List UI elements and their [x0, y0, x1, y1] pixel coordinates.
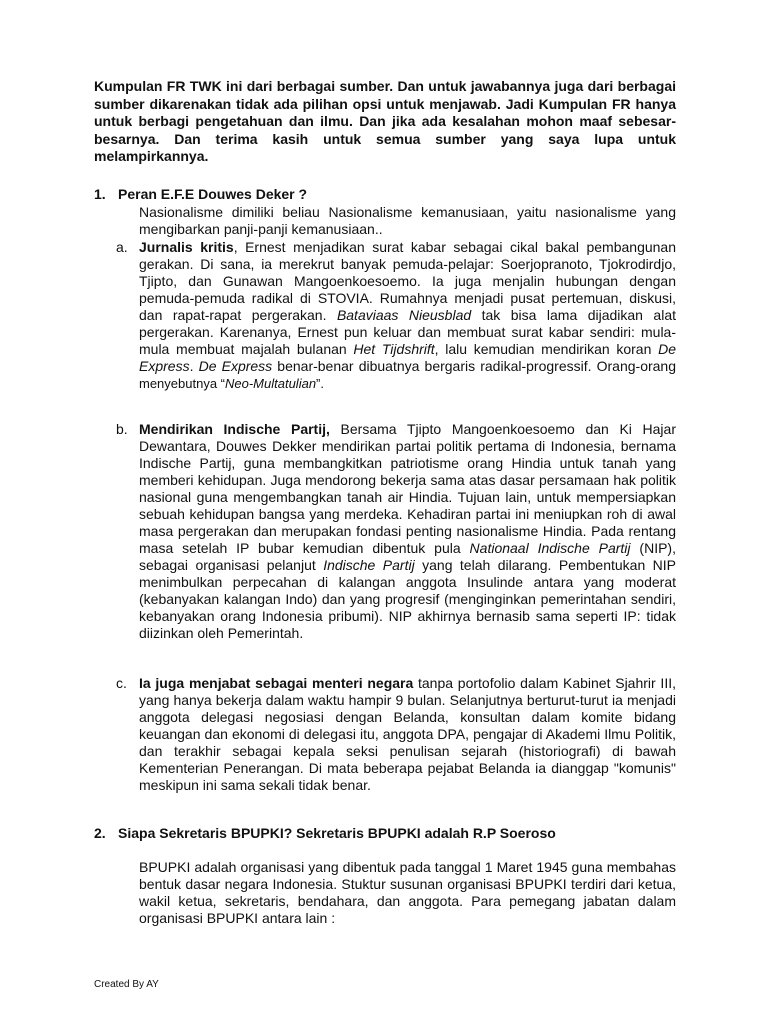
list-item-a-text-3: , lalu kemudian mendirikan koran: [434, 341, 659, 357]
list-item-b: [116, 421, 676, 642]
list-item-a-text-5: benar-benar dibuatnya bergaris radikal-progressif. Orang-orang: [272, 358, 676, 374]
question-2-title: Siapa Sekretaris BPUPKI? Sekretaris BPUPKI adalah R.P Soeroso: [118, 825, 556, 841]
list-item-a-italic-1: Bataviaas Nieusblad: [336, 307, 472, 323]
list-item-a-italic-5: Neo-Multatulian: [225, 376, 317, 391]
list-item-c: [116, 675, 676, 794]
question-2-heading: [94, 825, 556, 842]
list-item-b-italic-1: Nationaal Indische Partij: [469, 540, 631, 556]
question-1-heading: [94, 186, 307, 203]
question-1-intro: Nasionalisme dimiliki beliau Nasionalisme kemanusiaan, yaitu nasionalisme yang mengibarkan panji-panji kemanusiaan..: [139, 204, 676, 237]
list-item-b-title: Mendirikan Indische Partij,: [139, 421, 330, 437]
list-item-a-text-6: menyebutnya “: [139, 376, 225, 391]
footer-credit: Created By AY: [94, 979, 159, 990]
intro-paragraph: Kumpulan FR TWK ini dari berbagai sumber. Dan untuk jawabannya juga dari berbagai sumber dikarenakan tidak ada pilihan opsi untuk menjawab. Jadi Kumpulan FR hanya untuk berbagi pengetahuan dan ilmu. Dan jika ada kesalahan mohon maaf sebesar-besarnya. Dan terima kasih untuk semua sumber yang saya lupa untuk melampirkannya.: [94, 78, 676, 164]
list-item-c-label: c.: [116, 675, 127, 691]
list-item-a-text-2: tak bisa lama dijadikan alat pergerakan. Karenanya, Ernest pun keluar dan membuat surat kabar sendiri: mula-mula membuat majalah bulanan: [139, 307, 676, 357]
list-item-a-italic-4: De Express: [198, 358, 273, 374]
list-item-c-text: [139, 675, 676, 794]
question-2-number: 2.: [94, 825, 106, 841]
question-2-paragraph: BPUPKI adalah organisasi yang dibentuk pada tanggal 1 Maret 1945 guna membahas bentuk dasar negara Indonesia. Stuktur susunan organisasi BPUPKI terdiri dari ketua, wakil ketua, sekretaris, bendahara, dan anggota. Para pemegang jabatan dalam organisasi BPUPKI antara lain :: [139, 859, 676, 926]
list-item-c-title: Ia juga menjabat sebagai menteri negara: [139, 675, 414, 691]
question-1-number: 1.: [94, 186, 106, 202]
list-item-b-text: [139, 421, 676, 642]
list-item-b-italic-2: Indische Partij: [323, 557, 415, 573]
list-item-b-label: b.: [116, 421, 128, 437]
list-item-a-text: [139, 239, 676, 392]
list-item-a-text-7: ”.: [316, 376, 324, 391]
list-item-b-text-1: Bersama Tjipto Mangoenkoesoemo dan Ki Hajar Dewantara, Douwes Dekker mendirikan partai politik pertama di Indonesia, bernama Indische Partij, guna membangkitkan patriotisme orang Hindia untuk tanah yang memberi kehidupan. Juga mendorong bekerja sama atas dasar persamaan hak politik nasional guna mengembangkan tanah air Hindia. Tujuan lain, untuk mempersiapkan sebuah kehidupan bangsa yang merdeka. Kehadiran partai ini meniupkan roh di awal masa pergerakan dan merupakan fondasi penting nasionalisme Hindia. Pada rentang masa setelah IP bubar kemudian dibentuk pula: [139, 421, 676, 556]
question-1-title: Peran E.F.E Douwes Deker ?: [118, 186, 308, 202]
list-item-a-italic-2: Het Tijdshrift: [353, 341, 435, 357]
list-item-c-text-1: tanpa portofolio dalam Kabinet Sjahrir III, yang hanya bekerja dalam waktu hampir 9 bulan. Selanjutnya berturut-turut ia menjadi anggota delegasi negosiasi dengan Belanda, konsultan dalam komite bidang keuangan dan ekonomi di delegasi itu, anggota DPA, pengajar di Akademi Ilmu Politik, dan terakhir sebagai kepala seksi penulisan sejarah (historiografi) di bawah Kementerian Penerangan. Di mata beberapa pejabat Belanda ia dianggap "komunis" meskipun ini sama sekali tidak benar.: [139, 675, 676, 793]
list-item-b-text-2: (NIP), sebagai organisasi pelanjut: [139, 540, 676, 573]
list-item-a-small-line: [139, 376, 324, 391]
list-item-a-text-4: .: [189, 358, 199, 374]
list-item-a-title: Jurnalis kritis: [139, 239, 234, 255]
list-item-b-text-3: yang telah dilarang. Pembentukan NIP menimbulkan perpecahan di kalangan anggota Insulinde antara yang moderat (kebanyakan kalangan Indo) dan yang progresif (menginginkan pemerintahan sendiri, kebanyakan orang Indonesia pribumi). NIP akhirnya bernasib sama seperti IP: tidak diizinkan oleh Pemerintah.: [139, 557, 676, 641]
list-item-a-text-1: , Ernest menjadikan surat kabar sebagai cikal bakal pembangunan gerakan. Di sana, ia merekrut banyak pemuda-pelajar: Soerjopranoto, Tjokrodirdjo, Tjipto, dan Gunawan Mangoenkoesoemo. Ia juga menjalin hubungan dengan pemuda-pemuda radikal di STOVIA. Rumahnya menjadi pusat pertemuan, diskusi, dan rapat-rapat pergerakan.: [139, 239, 676, 323]
list-item-a-italic-3: De Express: [139, 341, 676, 374]
list-item-a: [116, 239, 676, 392]
list-item-a-label: a.: [116, 239, 128, 255]
